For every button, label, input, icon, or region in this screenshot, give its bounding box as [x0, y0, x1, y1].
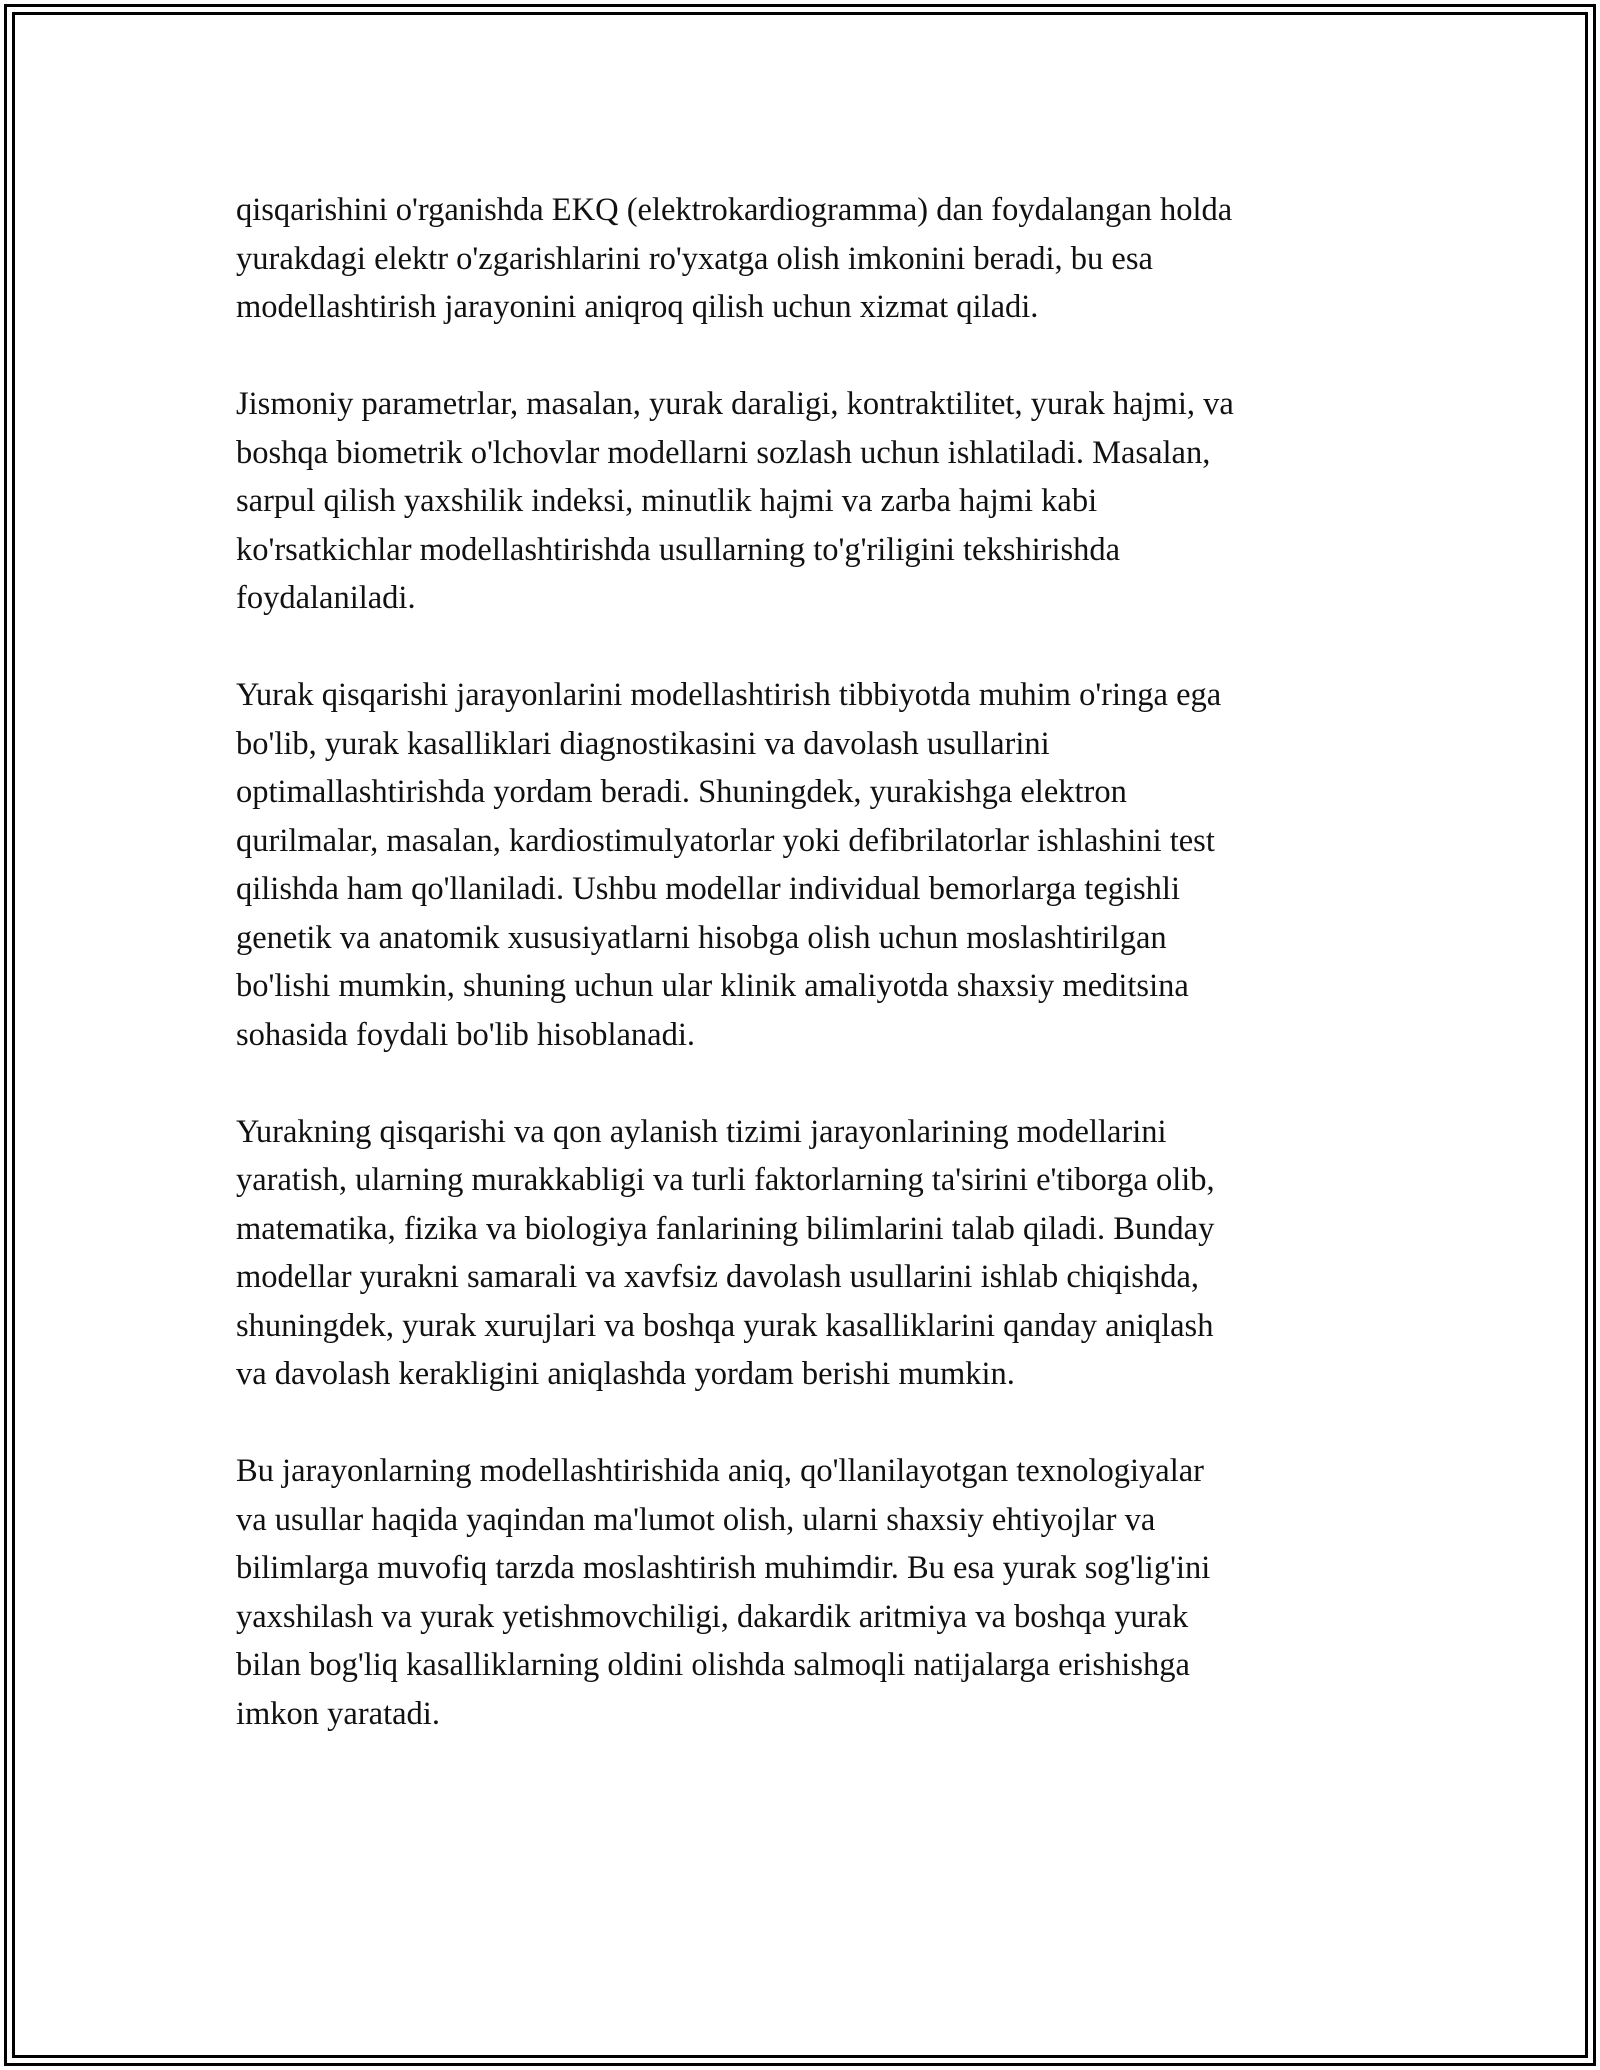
paragraph-5: Bu jarayonlarning modellashtirishida aniq, qo'llanilayotgan texnologiyalar va usullar haqida yaqindan ma'lumot olish, ularni shaxsiy ehtiyojlar va bilimlarga muvofiq tarzda moslashtirish muhimdir. Bu esa yurak sog'lig'ini yaxshilash va yurak yetishmovchiligi, dakardik aritmiya va boshqa yurak bilan bog'liq kasalliklarning oldini olishda salmoqli natijalarga erishishga imkon yaratadi. — [236, 1453, 1211, 1732]
paragraph-3: Yurak qisqarishi jarayonlarini modellashtirish tibbiyotda muhim o'ringa ega bo'lib, yurak kasalliklari diagnostikasini va davolash usullarini optimallashtirishda yordam beradi. Shuningdek, yurakishga elektron qurilmalar, masalan, kardiostimulyatorlar yoki defibrilatorlar ishlashini test qilishda ham qo'llaniladi. Ushbu modellar individual bemorlarga tegishli genetik va anatomik xususiyatlarni hisobga olish uchun moslashtirilgan bo'lishi mumkin, shuning uchun ular klinik amaliyotda shaxsiy meditsina sohasida foydali bo'lib hisoblanadi. — [236, 677, 1222, 1053]
document-body — [236, 186, 1376, 1787]
paragraph-1: qisqarishini o'rganishda EKQ (elektrokardiogramma) dan foydalangan holda yurakdagi elektr o'zgarishlarini ro'yxatga olish imkonini beradi, bu esa modellashtirish jarayonini aniqroq qilish uchun xizmat qiladi. — [236, 192, 1233, 325]
paragraph-4: Yurakning qisqarishi va qon aylanish tizimi jarayonlarining modellarini yaratish, ularning murakkabligi va turli faktorlarning ta'sirini e'tiborga olib, matematika, fizika va biologiya fanlarining bilimlarini talab qiladi. Bunday modellar yurakni samarali va xavfsiz davolash usullarini ishlab chiqishda, shuningdek, yurak xurujlari va boshqa yurak kasalliklarini qanday aniqlash va davolash kerakligini aniqlashda yordam berishi mumkin. — [236, 1113, 1215, 1392]
paragraph-2: Jismoniy parametrlar, masalan, yurak daraligi, kontraktilitet, yurak hajmi, va boshqa biometrik o'lchovlar modellarni sozlash uchun ishlatiladi. Masalan, sarpul qilish yaxshilik indeksi, minutlik hajmi va zarba hajmi kabi ko'rsatkichlar modellashtirishda usullarning to'g'riligini tekshirishda foydalaniladi. — [236, 386, 1234, 616]
